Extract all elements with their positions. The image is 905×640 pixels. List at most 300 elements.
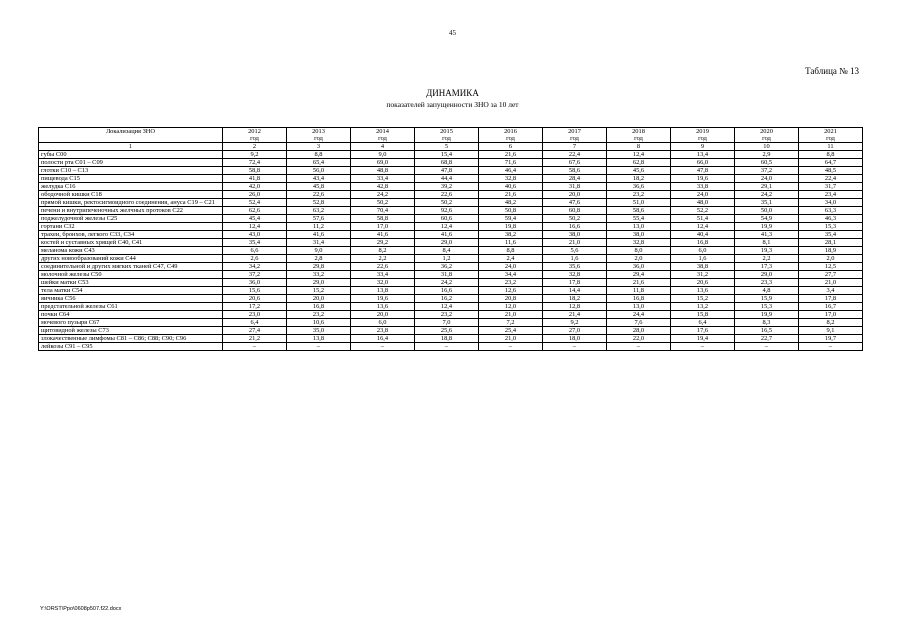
header-year-suffix: год <box>442 135 451 142</box>
row-value: 31,8 <box>543 183 607 191</box>
row-value: 20,0 <box>287 295 351 303</box>
row-value: 2,2 <box>351 255 415 263</box>
header-cell-year <box>223 128 287 143</box>
row-value: – <box>543 343 607 351</box>
row-value: 20,0 <box>543 191 607 199</box>
row-value: 50,2 <box>415 199 479 207</box>
row-value: 59,4 <box>479 215 543 223</box>
row-value: 6,0 <box>351 319 415 327</box>
row-value: 13,6 <box>351 303 415 311</box>
row-value: 16,8 <box>607 295 671 303</box>
row-value: – <box>479 343 543 351</box>
row-value: 16,6 <box>543 223 607 231</box>
row-value: 47,6 <box>543 199 607 207</box>
row-value: 8,0 <box>607 247 671 255</box>
row-value: 29,8 <box>287 263 351 271</box>
row-value: 35,1 <box>735 199 799 207</box>
row-value: 18,9 <box>799 247 863 255</box>
row-value: 15,2 <box>671 295 735 303</box>
row-value: 9,1 <box>799 327 863 335</box>
table-row <box>39 183 863 191</box>
row-value: 41,6 <box>415 231 479 239</box>
row-value: 58,8 <box>351 215 415 223</box>
row-value: 13,8 <box>287 335 351 343</box>
header-year-suffix: год <box>826 135 835 142</box>
header-cell-year <box>543 128 607 143</box>
row-value: 1,6 <box>543 255 607 263</box>
index-cell: 7 <box>543 143 607 151</box>
row-value: 42,8 <box>351 183 415 191</box>
header-year-value: 2018 <box>632 128 645 135</box>
table-row <box>39 255 863 263</box>
row-value: 7,6 <box>607 319 671 327</box>
row-value: 19,4 <box>671 335 735 343</box>
row-value: 9,0 <box>287 247 351 255</box>
row-value: 25,6 <box>415 327 479 335</box>
row-value: 42,0 <box>223 183 287 191</box>
row-value: 32,8 <box>543 271 607 279</box>
row-value: – <box>287 343 351 351</box>
row-value: 13,2 <box>671 303 735 311</box>
row-value: 58,8 <box>223 167 287 175</box>
table-row <box>39 335 863 343</box>
row-localization: мочевого пузыря С67 <box>39 319 223 327</box>
row-value: 35,4 <box>799 231 863 239</box>
row-value: 26,0 <box>223 191 287 199</box>
row-value: 31,4 <box>287 239 351 247</box>
row-localization: прямой кишки, ректосигмоидного соединения, ануса С19 – С21 <box>39 199 223 207</box>
row-value: 12,8 <box>543 303 607 311</box>
row-value: 25,4 <box>479 327 543 335</box>
header-cell-year <box>479 128 543 143</box>
row-value: – <box>735 343 799 351</box>
header-cell-localization: Локализация ЗНО <box>39 128 223 143</box>
index-cell: 1 <box>39 143 223 151</box>
row-value: 66,0 <box>671 159 735 167</box>
row-localization: меланома кожи С43 <box>39 247 223 255</box>
row-value: 54,9 <box>735 215 799 223</box>
row-value: 16,2 <box>415 295 479 303</box>
row-value: 24,2 <box>735 191 799 199</box>
row-value: 17,0 <box>799 311 863 319</box>
row-value: 23,0 <box>223 311 287 319</box>
row-value: 34,4 <box>479 271 543 279</box>
row-value: 44,4 <box>415 175 479 183</box>
table-row <box>39 279 863 287</box>
row-value: 3,4 <box>799 287 863 295</box>
index-cell: 8 <box>607 143 671 151</box>
row-localization: печени и внутрипеченочных желчных протоков С22 <box>39 207 223 215</box>
row-value: 41,6 <box>351 231 415 239</box>
row-value: 22,6 <box>287 191 351 199</box>
row-localization: соединительной и других мягких тканей С47, С49 <box>39 263 223 271</box>
row-value: 19,7 <box>799 335 863 343</box>
row-value: 38,2 <box>479 231 543 239</box>
row-localization: яичника С56 <box>39 295 223 303</box>
row-value: 22,6 <box>415 191 479 199</box>
table-row <box>39 343 863 351</box>
row-value: 32,0 <box>351 279 415 287</box>
row-value: 38,0 <box>543 231 607 239</box>
row-value: 8,3 <box>735 319 799 327</box>
row-value: 56,0 <box>287 167 351 175</box>
row-value: 29,1 <box>735 183 799 191</box>
header-cell-year <box>351 128 415 143</box>
header-year-suffix: год <box>570 135 579 142</box>
table-row <box>39 271 863 279</box>
row-value: 31,8 <box>415 271 479 279</box>
table-row <box>39 167 863 175</box>
row-value: 8,1 <box>735 239 799 247</box>
row-value: – <box>415 343 479 351</box>
row-value: 36,2 <box>415 263 479 271</box>
row-value: 19,9 <box>735 311 799 319</box>
row-value: 48,8 <box>351 167 415 175</box>
row-value: 16,6 <box>415 287 479 295</box>
table-row <box>39 231 863 239</box>
row-value: 12,0 <box>479 303 543 311</box>
row-localization: почки С64 <box>39 311 223 319</box>
dynamics-table <box>38 127 863 351</box>
header-year-value: 2012 <box>248 128 261 135</box>
row-value: 63,3 <box>799 207 863 215</box>
row-value: 27,4 <box>223 327 287 335</box>
row-value: 23,2 <box>287 311 351 319</box>
row-value: 27,7 <box>799 271 863 279</box>
row-value: 52,8 <box>287 199 351 207</box>
row-value: 17,8 <box>799 295 863 303</box>
row-value: 62,6 <box>223 207 287 215</box>
row-value: 24,4 <box>607 311 671 319</box>
row-value: 8,4 <box>415 247 479 255</box>
row-localization: злокачественные лимфомы С81 – С86; С88; С90; С96 <box>39 335 223 343</box>
file-path-footer: Y:\ORST\Ppo\0608p507.f22.docx <box>40 606 122 612</box>
header-year-value: 2013 <box>312 128 325 135</box>
row-value: 18,2 <box>607 175 671 183</box>
header-year-value: 2016 <box>504 128 517 135</box>
row-value: 6,6 <box>223 247 287 255</box>
row-value: 41,6 <box>287 231 351 239</box>
table-row <box>39 311 863 319</box>
row-value: 12,4 <box>223 223 287 231</box>
row-value: 23,2 <box>479 279 543 287</box>
row-value: 23,3 <box>735 279 799 287</box>
row-value: 7,2 <box>479 319 543 327</box>
row-value: 21,0 <box>479 335 543 343</box>
row-value: 22,7 <box>735 335 799 343</box>
row-value: 17,2 <box>223 303 287 311</box>
row-value: 62,8 <box>607 159 671 167</box>
row-value: 12,6 <box>479 287 543 295</box>
row-value: 15,3 <box>735 303 799 311</box>
row-value: 15,8 <box>671 311 735 319</box>
row-value: 40,4 <box>671 231 735 239</box>
row-value: 2,2 <box>735 255 799 263</box>
row-value: – <box>607 343 671 351</box>
row-value: 4,8 <box>735 287 799 295</box>
row-value: 13,0 <box>607 303 671 311</box>
row-value: 1,2 <box>415 255 479 263</box>
row-value: 6,4 <box>671 319 735 327</box>
index-cell: 9 <box>671 143 735 151</box>
row-value: 43,4 <box>287 175 351 183</box>
row-value: 9,2 <box>223 151 287 159</box>
table-container <box>38 127 862 351</box>
header-year-value: 2017 <box>568 128 581 135</box>
row-value: 45,6 <box>607 167 671 175</box>
table-row <box>39 239 863 247</box>
row-value: 50,2 <box>351 199 415 207</box>
row-value: 36,0 <box>607 263 671 271</box>
row-value: 33,4 <box>351 175 415 183</box>
row-value: 23,2 <box>415 311 479 319</box>
header-cell-year <box>671 128 735 143</box>
table-row <box>39 327 863 335</box>
document-title: ДИНАМИКА <box>426 88 479 98</box>
table-row <box>39 175 863 183</box>
header-row <box>39 128 863 143</box>
row-value: 21,0 <box>479 311 543 319</box>
row-value: 15,6 <box>223 287 287 295</box>
row-value: 72,4 <box>223 159 287 167</box>
row-value: 22,4 <box>543 151 607 159</box>
table-row <box>39 319 863 327</box>
row-value: 63,2 <box>287 207 351 215</box>
row-value: 9,2 <box>543 319 607 327</box>
row-value: 35,6 <box>543 263 607 271</box>
header-cell-year <box>799 128 863 143</box>
table-row <box>39 263 863 271</box>
row-value: 34,0 <box>799 199 863 207</box>
row-value: 16,4 <box>351 335 415 343</box>
index-cell: 3 <box>287 143 351 151</box>
row-value: 46,4 <box>479 167 543 175</box>
row-value: 21,4 <box>543 311 607 319</box>
row-value: 70,4 <box>351 207 415 215</box>
row-value: 12,4 <box>607 151 671 159</box>
row-value: 8,2 <box>351 247 415 255</box>
row-value: 50,0 <box>735 207 799 215</box>
row-value: 11,2 <box>287 223 351 231</box>
row-localization: гортани С32 <box>39 223 223 231</box>
row-value: 21,6 <box>607 279 671 287</box>
row-value: 1,6 <box>671 255 735 263</box>
row-value: 12,5 <box>799 263 863 271</box>
row-value: 51,4 <box>671 215 735 223</box>
row-value: 38,8 <box>671 263 735 271</box>
row-value: 13,8 <box>351 287 415 295</box>
row-value: 21,2 <box>223 335 287 343</box>
row-value: 16,7 <box>799 303 863 311</box>
row-value: 16,8 <box>287 303 351 311</box>
header-year-value: 2014 <box>376 128 389 135</box>
row-value: 8,8 <box>479 247 543 255</box>
row-value: 17,3 <box>735 263 799 271</box>
row-value: – <box>799 343 863 351</box>
row-value: 15,2 <box>287 287 351 295</box>
row-value: 11,6 <box>479 239 543 247</box>
header-cell-year <box>735 128 799 143</box>
row-value: 32,8 <box>607 239 671 247</box>
row-value: 48,2 <box>479 199 543 207</box>
row-value: 23,2 <box>607 191 671 199</box>
row-value: 6,0 <box>671 247 735 255</box>
row-localization: губы С00 <box>39 151 223 159</box>
row-value: 14,4 <box>543 287 607 295</box>
row-value: 60,6 <box>415 215 479 223</box>
table-label: Таблица № 13 <box>805 66 859 76</box>
row-value: 13,6 <box>671 287 735 295</box>
row-value: 28,4 <box>543 175 607 183</box>
row-value: 16,5 <box>735 327 799 335</box>
row-value: 40,6 <box>479 183 543 191</box>
header-year-suffix: год <box>314 135 323 142</box>
header-year-value: 2021 <box>824 128 837 135</box>
table-row <box>39 295 863 303</box>
header-year-value: 2020 <box>760 128 773 135</box>
header-cell-year <box>287 128 351 143</box>
row-value: 21,0 <box>799 279 863 287</box>
row-value: 18,0 <box>543 335 607 343</box>
index-cell: 5 <box>415 143 479 151</box>
table-body <box>39 151 863 351</box>
row-value: 37,2 <box>223 271 287 279</box>
row-value: 21,6 <box>479 191 543 199</box>
row-value: 58,6 <box>543 167 607 175</box>
row-value: 36,0 <box>223 279 287 287</box>
row-value: 12,4 <box>415 303 479 311</box>
row-value: 33,2 <box>287 271 351 279</box>
row-value: 51,0 <box>607 199 671 207</box>
row-value: 13,0 <box>607 223 671 231</box>
row-value: 31,7 <box>799 183 863 191</box>
row-value: 57,6 <box>287 215 351 223</box>
row-localization: трахеи, бронхов, легкого С33, С34 <box>39 231 223 239</box>
row-value: 92,6 <box>415 207 479 215</box>
row-value: – <box>223 343 287 351</box>
row-value: 36,6 <box>607 183 671 191</box>
row-value: 16,8 <box>671 239 735 247</box>
row-value: 50,8 <box>479 207 543 215</box>
index-cell: 11 <box>799 143 863 151</box>
row-value: 71,6 <box>479 159 543 167</box>
row-value: 33,8 <box>671 183 735 191</box>
row-value: 2,6 <box>223 255 287 263</box>
row-value: 12,4 <box>671 223 735 231</box>
row-value: 52,4 <box>223 199 287 207</box>
row-value: 48,5 <box>799 167 863 175</box>
header-cell-year <box>607 128 671 143</box>
row-value: 19,8 <box>479 223 543 231</box>
row-localization: тела матки С54 <box>39 287 223 295</box>
row-localization: поджелудочной железы С25 <box>39 215 223 223</box>
row-value: 35,4 <box>223 239 287 247</box>
row-localization: щитовидной железы С73 <box>39 327 223 335</box>
row-value: 20,6 <box>671 279 735 287</box>
row-value: 20,6 <box>223 295 287 303</box>
row-value: 47,8 <box>415 167 479 175</box>
row-value: 22,0 <box>607 335 671 343</box>
row-value: – <box>351 343 415 351</box>
row-value: 17,6 <box>671 327 735 335</box>
row-value: 18,2 <box>543 295 607 303</box>
header-year-suffix: год <box>250 135 259 142</box>
row-value: 19,9 <box>735 223 799 231</box>
row-value: 21,6 <box>479 151 543 159</box>
row-value: – <box>671 343 735 351</box>
row-value: 41,3 <box>735 231 799 239</box>
row-value: 52,2 <box>671 207 735 215</box>
row-value: 45,4 <box>223 215 287 223</box>
row-value: 9,0 <box>351 151 415 159</box>
row-value: 11,8 <box>607 287 671 295</box>
row-value: 29,0 <box>415 239 479 247</box>
header-year-value: 2015 <box>440 128 453 135</box>
row-value: 20,0 <box>351 311 415 319</box>
row-value: 28,0 <box>607 327 671 335</box>
row-value: 50,2 <box>543 215 607 223</box>
row-value: 27,0 <box>543 327 607 335</box>
row-value: 19,6 <box>351 295 415 303</box>
document-subtitle: показателей запущенности ЗНО за 10 лет <box>386 100 519 109</box>
row-value: 12,4 <box>415 223 479 231</box>
row-localization: других новообразований кожи С44 <box>39 255 223 263</box>
row-value: 15,4 <box>415 151 479 159</box>
table-row <box>39 247 863 255</box>
row-value: 2,8 <box>287 255 351 263</box>
header-year-suffix: год <box>698 135 707 142</box>
row-value: 39,2 <box>415 183 479 191</box>
table-row <box>39 215 863 223</box>
row-value: 29,2 <box>351 239 415 247</box>
row-value: 38,0 <box>607 231 671 239</box>
row-value: 69,0 <box>351 159 415 167</box>
header-year-value: 2019 <box>696 128 709 135</box>
header-cell-year <box>415 128 479 143</box>
table-row <box>39 287 863 295</box>
row-value: 2,0 <box>799 255 863 263</box>
page-number: 45 <box>449 29 456 37</box>
row-value: 21,0 <box>543 239 607 247</box>
row-value: 58,6 <box>607 207 671 215</box>
row-localization: ободочной кишки С18 <box>39 191 223 199</box>
row-value: 7,0 <box>415 319 479 327</box>
row-value: 55,4 <box>607 215 671 223</box>
row-value: 33,4 <box>351 271 415 279</box>
row-value: 18,8 <box>415 335 479 343</box>
row-value: 28,1 <box>799 239 863 247</box>
row-value: 47,8 <box>671 167 735 175</box>
table-row <box>39 207 863 215</box>
row-value: 48,0 <box>671 199 735 207</box>
row-value: 41,8 <box>223 175 287 183</box>
row-value: 60,8 <box>543 207 607 215</box>
row-value: 29,0 <box>735 271 799 279</box>
row-value: 34,2 <box>223 263 287 271</box>
row-value: 24,0 <box>479 263 543 271</box>
header-year-suffix: год <box>762 135 771 142</box>
header-year-suffix: год <box>378 135 387 142</box>
row-localization: пищевода С15 <box>39 175 223 183</box>
row-value: 22,6 <box>351 263 415 271</box>
row-value: 15,9 <box>735 295 799 303</box>
row-localization: глотки С10 – С13 <box>39 167 223 175</box>
row-localization: молочной железы С50 <box>39 271 223 279</box>
row-value: 45,8 <box>287 183 351 191</box>
row-value: 24,0 <box>671 191 735 199</box>
row-value: 65,4 <box>287 159 351 167</box>
row-value: 8,2 <box>799 319 863 327</box>
